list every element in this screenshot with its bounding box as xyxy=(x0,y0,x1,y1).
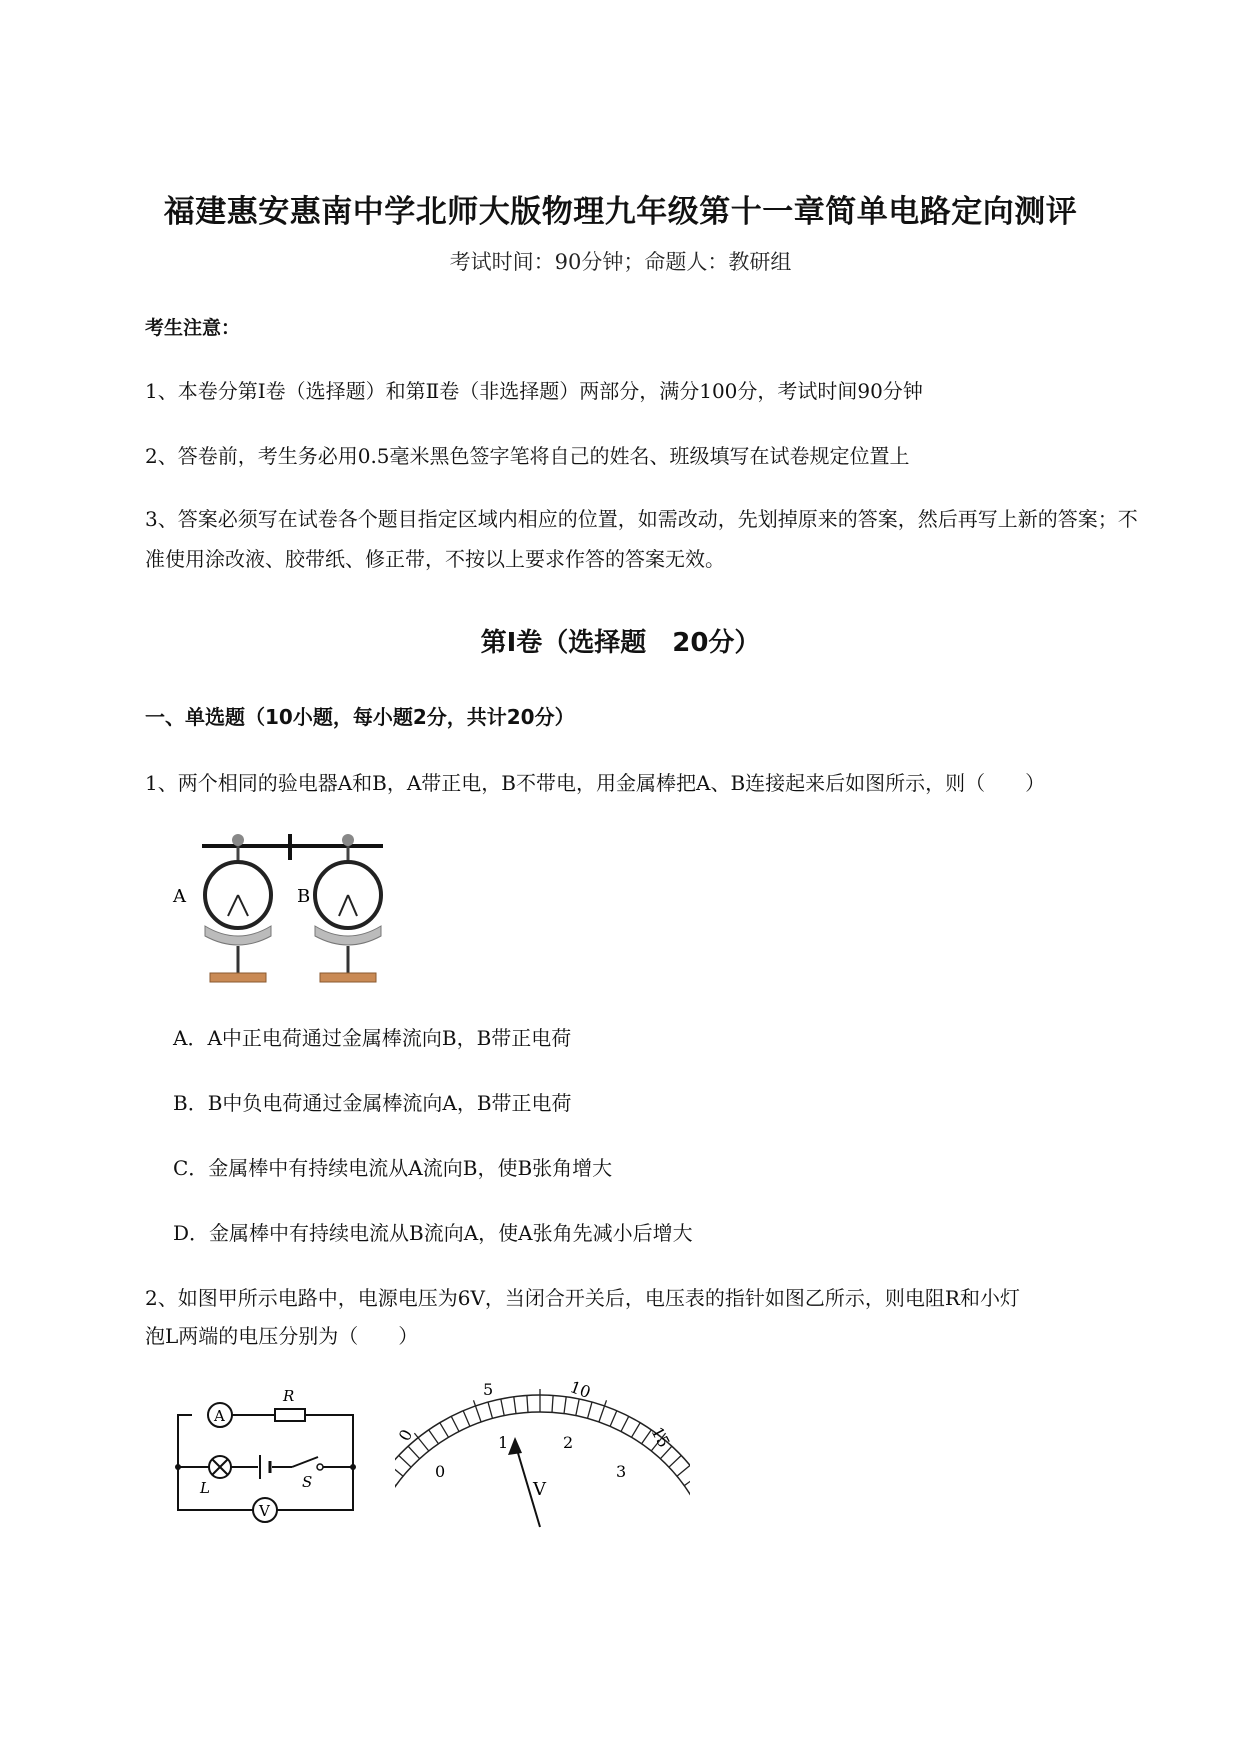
electroscope-figure xyxy=(170,828,400,988)
dial-tick-mark xyxy=(564,1397,566,1414)
dial-tick-mark xyxy=(395,1476,396,1486)
dial-tick-mark xyxy=(408,1446,420,1459)
inner-tick-3: 3 xyxy=(616,1462,627,1481)
voltmeter-dial xyxy=(395,1375,690,1535)
label-a: A xyxy=(173,886,186,907)
dial-tick-mark xyxy=(451,1416,459,1431)
notice-heading: 考生注意： xyxy=(145,317,241,339)
inner-tick-2: 2 xyxy=(563,1433,574,1452)
dial-tick-mark xyxy=(669,1456,681,1468)
dial-tick-mark xyxy=(514,1397,516,1414)
inner-tick-1: 1 xyxy=(498,1433,509,1452)
question-2-stem-line1: 2、如图甲所示电路中，电源电压为6V，当闭合开关后，电压表的指针如图乙所示，则电阻R和小灯 xyxy=(145,1286,1020,1310)
outer-tick-15: 15 xyxy=(647,1423,674,1451)
exam-info: 考试时间：90分钟；命题人：教研组 xyxy=(449,250,792,274)
dial-tick-mark xyxy=(395,1465,403,1476)
dial-tick-mark xyxy=(576,1399,579,1416)
voltmeter-label: V xyxy=(259,1502,270,1520)
circuit-diagram xyxy=(170,1385,370,1525)
notice-item-3: 3、答案必须写在试卷各个题目指定区域内相应的位置，如需改动，先划掉原来的答案，然后再写上新的答案；不准使用涂改液、胶带纸、修正带，不按以上要求作答的答案无效。 xyxy=(145,507,1138,571)
ammeter-label: A xyxy=(214,1407,225,1425)
resistor-label: R xyxy=(283,1387,295,1405)
question-2-stem-line2: 泡L两端的电压分别为（ ） xyxy=(145,1324,419,1348)
switch-label: S xyxy=(302,1473,313,1491)
dial-tick-mark xyxy=(684,1476,690,1486)
notice-item-2: 2、答卷前，考生务必用0.5毫米黑色签字笔将自己的姓名、班级填写在试卷规定位置上 xyxy=(145,444,910,468)
dial-tick-mark xyxy=(632,1423,641,1438)
dial-tick-mark xyxy=(501,1399,504,1416)
dial-tick-mark xyxy=(552,1395,553,1412)
inner-tick-0: 0 xyxy=(435,1462,446,1481)
dial-tick-mark xyxy=(621,1416,629,1431)
dial-tick-mark xyxy=(660,1446,672,1459)
part-heading: 一、单选题（10小题，每小题2分，共计20分） xyxy=(145,705,575,729)
dial-tick-mark xyxy=(463,1411,470,1427)
option-d: D．金属棒中有持续电流从B流向A，使A张角先减小后增大 xyxy=(173,1221,693,1245)
meter-unit: V xyxy=(533,1479,546,1500)
needle-head xyxy=(508,1437,522,1455)
lamp-label: L xyxy=(200,1479,210,1497)
dial-tick-mark xyxy=(399,1456,411,1468)
section-title: 第Ⅰ卷（选择题 20分） xyxy=(480,628,761,658)
question-1-stem: 1、两个相同的验电器A和B，A带正电，B不带电，用金属棒把A、B连接起来后如图所示，则（ ） xyxy=(145,771,1046,795)
dial-tick-mark xyxy=(588,1402,593,1418)
label-b: B xyxy=(297,886,311,907)
notice-item-1: 1、本卷分第Ⅰ卷（选择题）和第Ⅱ卷（非选择题）两部分，满分100分，考试时间90分钟 xyxy=(145,379,923,403)
option-b: B．B中负电荷通过金属棒流向A，B带正电荷 xyxy=(173,1091,572,1115)
dial-tick-mark xyxy=(610,1411,617,1427)
option-a: A．A中正电荷通过金属棒流向B，B带正电荷 xyxy=(173,1026,572,1050)
outer-tick-5: 5 xyxy=(483,1380,494,1399)
dial-tick-mark xyxy=(527,1395,528,1412)
outer-tick-0: 0 xyxy=(395,1426,417,1445)
dial-tick-mark xyxy=(677,1465,690,1476)
option-c: C．金属棒中有持续电流从A流向B，使B张角增大 xyxy=(173,1156,613,1180)
page-title: 福建惠安惠南中学北师大版物理九年级第十一章简单电路定向测评 xyxy=(163,194,1078,230)
electroscope-a xyxy=(205,834,271,982)
dial-tick-mark xyxy=(440,1423,449,1438)
outer-tick-10: 10 xyxy=(567,1377,594,1403)
resistor-symbol xyxy=(275,1409,305,1421)
dial-tick-mark xyxy=(429,1430,439,1444)
electroscope-b xyxy=(315,834,381,982)
dial-tick-mark xyxy=(488,1402,493,1418)
